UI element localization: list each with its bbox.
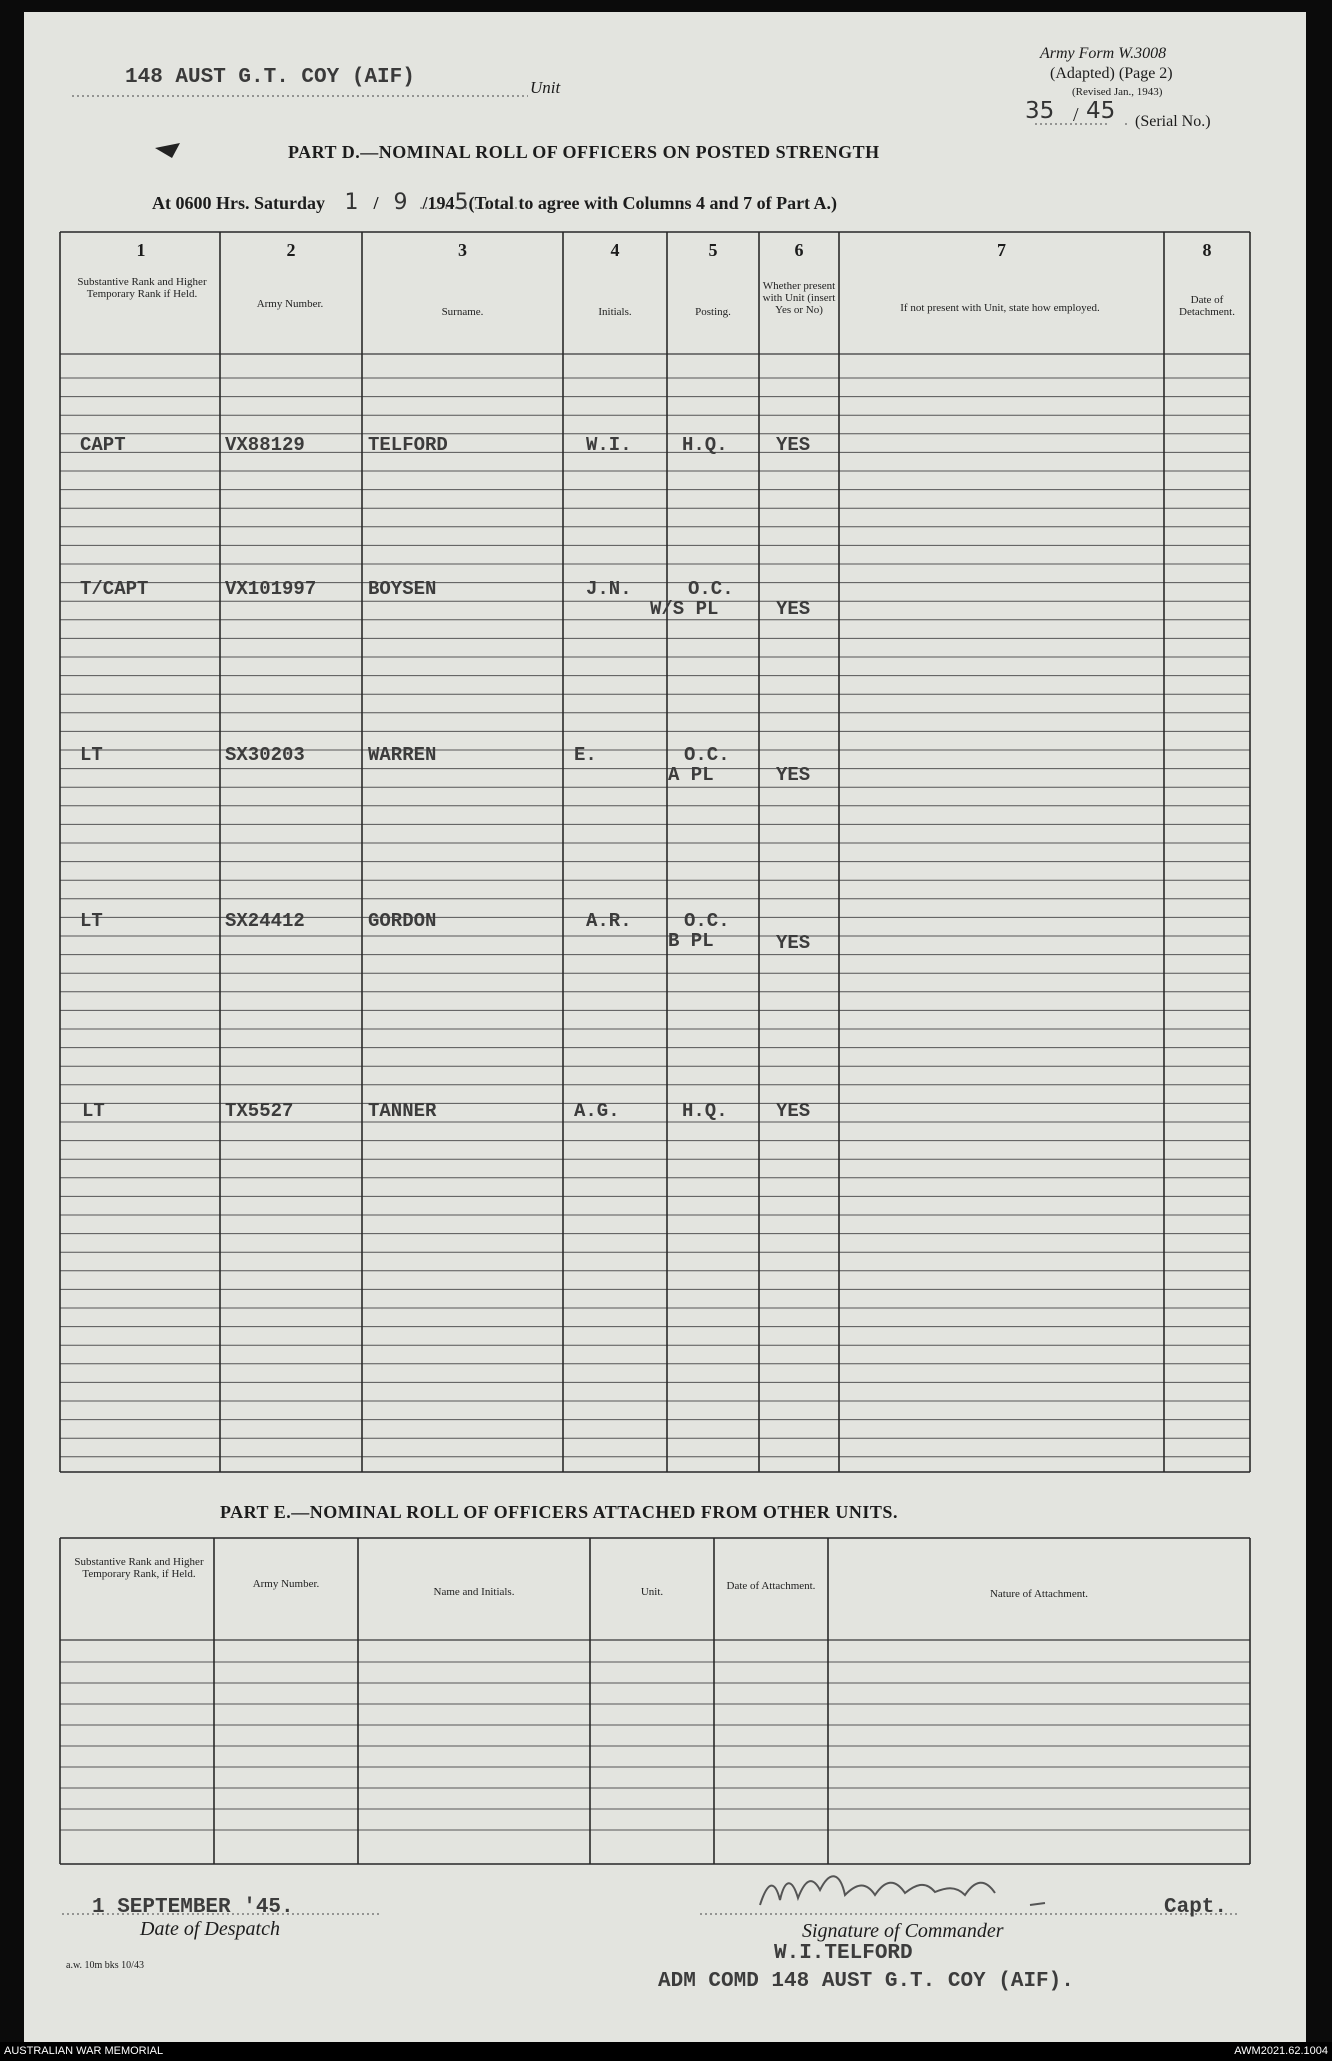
- serial-slash: /: [1073, 104, 1079, 126]
- row3-rank: LT: [80, 744, 103, 766]
- commander-signature: [760, 1876, 1045, 1905]
- row3-posting-2: A PL: [668, 764, 714, 786]
- col-hdr-detachment: Date of Detachment.: [1179, 294, 1235, 318]
- col-num-8: 8: [1202, 240, 1212, 260]
- col-num-4: 4: [610, 240, 620, 260]
- year-digit: 5: [454, 190, 469, 215]
- row4-surname: GORDON: [368, 910, 437, 932]
- row1-surname: TELFORD: [368, 434, 448, 456]
- row3-posting: O.C.: [684, 744, 730, 766]
- e-hdr-name: Name and Initials.: [433, 1586, 515, 1598]
- col-num-7: 7: [997, 240, 1006, 260]
- row3-number: SX30203: [225, 744, 305, 766]
- row2-surname: BOYSEN: [368, 578, 437, 600]
- row1-posting: H.Q.: [682, 434, 728, 456]
- row2-initials: J.N.: [586, 578, 632, 600]
- e-hdr-unit: Unit.: [640, 1586, 664, 1598]
- row5-initials: A.G.: [574, 1100, 620, 1122]
- print-code: a.w. 10m bks 10/43: [66, 1960, 144, 1971]
- part-e-title: PART E.—NOMINAL ROLL OF OFFICERS ATTACHED FROM OTHER UNITS.: [220, 1502, 898, 1522]
- commander-name: W.I.TELFORD: [774, 1942, 913, 1965]
- commander-title: ADM COMD 148 AUST G.T. COY (AIF).: [658, 1970, 1074, 1993]
- year-prefix: 194: [427, 193, 455, 213]
- row5-surname: TANNER: [368, 1100, 437, 1122]
- row2-rank: T/CAPT: [80, 578, 149, 600]
- e-hdr-date: Date of Attachment.: [726, 1580, 816, 1592]
- row4-number: SX24412: [225, 910, 305, 932]
- despatch-label: Date of Despatch: [140, 1918, 280, 1940]
- row2-posting: O.C.: [688, 578, 734, 600]
- row4-posting-2: B PL: [668, 930, 714, 952]
- row3-surname: WARREN: [368, 744, 437, 766]
- form-line-2: (Adapted) (Page 2): [1050, 65, 1173, 82]
- part-d-title: PART D.—NOMINAL ROLL OF OFFICERS ON POSTED STRENGTH: [288, 142, 880, 162]
- col-num-3: 3: [458, 240, 467, 260]
- col-hdr-posting: Posting.: [695, 306, 731, 318]
- serial-label: (Serial No.): [1135, 113, 1211, 130]
- date-suffix: (Total to agree with Columns 4 and 7 of Part A.): [468, 193, 838, 213]
- e-hdr-rank: Substantive Rank and Higher Temporary Rank, if Held.: [74, 1556, 204, 1580]
- row5-present: YES: [776, 1100, 811, 1122]
- row4-posting: O.C.: [684, 910, 730, 932]
- ink-mark: [155, 143, 180, 158]
- row2-posting-2: W/S PL: [650, 598, 719, 620]
- part-d-date-line: At 0600 Hrs. Saturday 1 / 9 /1945(Total to agree with Columns 4 and 7 of Part A.): [152, 190, 838, 215]
- col-hdr-surname: Surname.: [441, 306, 484, 318]
- despatch-date: 1 SEPTEMBER '45.: [92, 1896, 294, 1919]
- col-hdr-rank: Substantive Rank and Higher Temporary Rank if Held.: [77, 276, 207, 300]
- date-day: 1: [344, 190, 359, 215]
- col-hdr-present: Whether present with Unit (insert Yes or No): [762, 280, 836, 316]
- row2-present: YES: [776, 598, 811, 620]
- unit-value: 148 AUST G.T. COY (AIF): [125, 66, 415, 89]
- col-hdr-initials: Initials.: [598, 306, 632, 318]
- unit-label: Unit: [530, 78, 561, 97]
- row5-posting: H.Q.: [682, 1100, 728, 1122]
- col-num-5: 5: [708, 240, 718, 260]
- form-line-3: (Revised Jan., 1943): [1072, 86, 1163, 98]
- col-hdr-number: Army Number.: [256, 298, 324, 310]
- row1-rank: CAPT: [80, 434, 126, 456]
- row1-initials: W.I.: [586, 434, 632, 456]
- col-hdr-employed: If not present with Unit, state how employed.: [900, 302, 1100, 314]
- serial-a: 35: [1025, 98, 1055, 124]
- row4-present: YES: [776, 932, 811, 954]
- row5-number: TX5527: [225, 1100, 294, 1122]
- date-month: 9: [393, 190, 408, 215]
- e-hdr-nature: Nature of Attachment.: [989, 1588, 1089, 1600]
- e-hdr-number: Army Number.: [252, 1578, 320, 1590]
- row3-present: YES: [776, 764, 811, 786]
- col-num-2: 2: [286, 240, 296, 260]
- serial-b: 45: [1086, 98, 1116, 124]
- form-line-1: Army Form W.3008: [1040, 45, 1167, 62]
- signature-label: Signature of Commander: [802, 1920, 1004, 1942]
- archive-right: AWM2021.62.1004: [1234, 2045, 1328, 2057]
- row4-rank: LT: [80, 910, 103, 932]
- archive-left: AUSTRALIAN WAR MEMORIAL: [4, 2045, 164, 2057]
- archive-bar: [0, 2042, 1332, 2061]
- col-num-1: 1: [136, 240, 146, 260]
- row5-rank: LT: [82, 1100, 105, 1122]
- col-num-6: 6: [794, 240, 804, 260]
- commander-rank: Capt.: [1164, 1896, 1228, 1919]
- date-prefix: At 0600 Hrs. Saturday: [152, 193, 326, 213]
- row3-initials: E.: [574, 744, 597, 766]
- row1-number: VX88129: [225, 434, 305, 456]
- row2-number: VX101997: [225, 578, 317, 600]
- row4-initials: A.R.: [586, 910, 632, 932]
- row1-present: YES: [776, 434, 811, 456]
